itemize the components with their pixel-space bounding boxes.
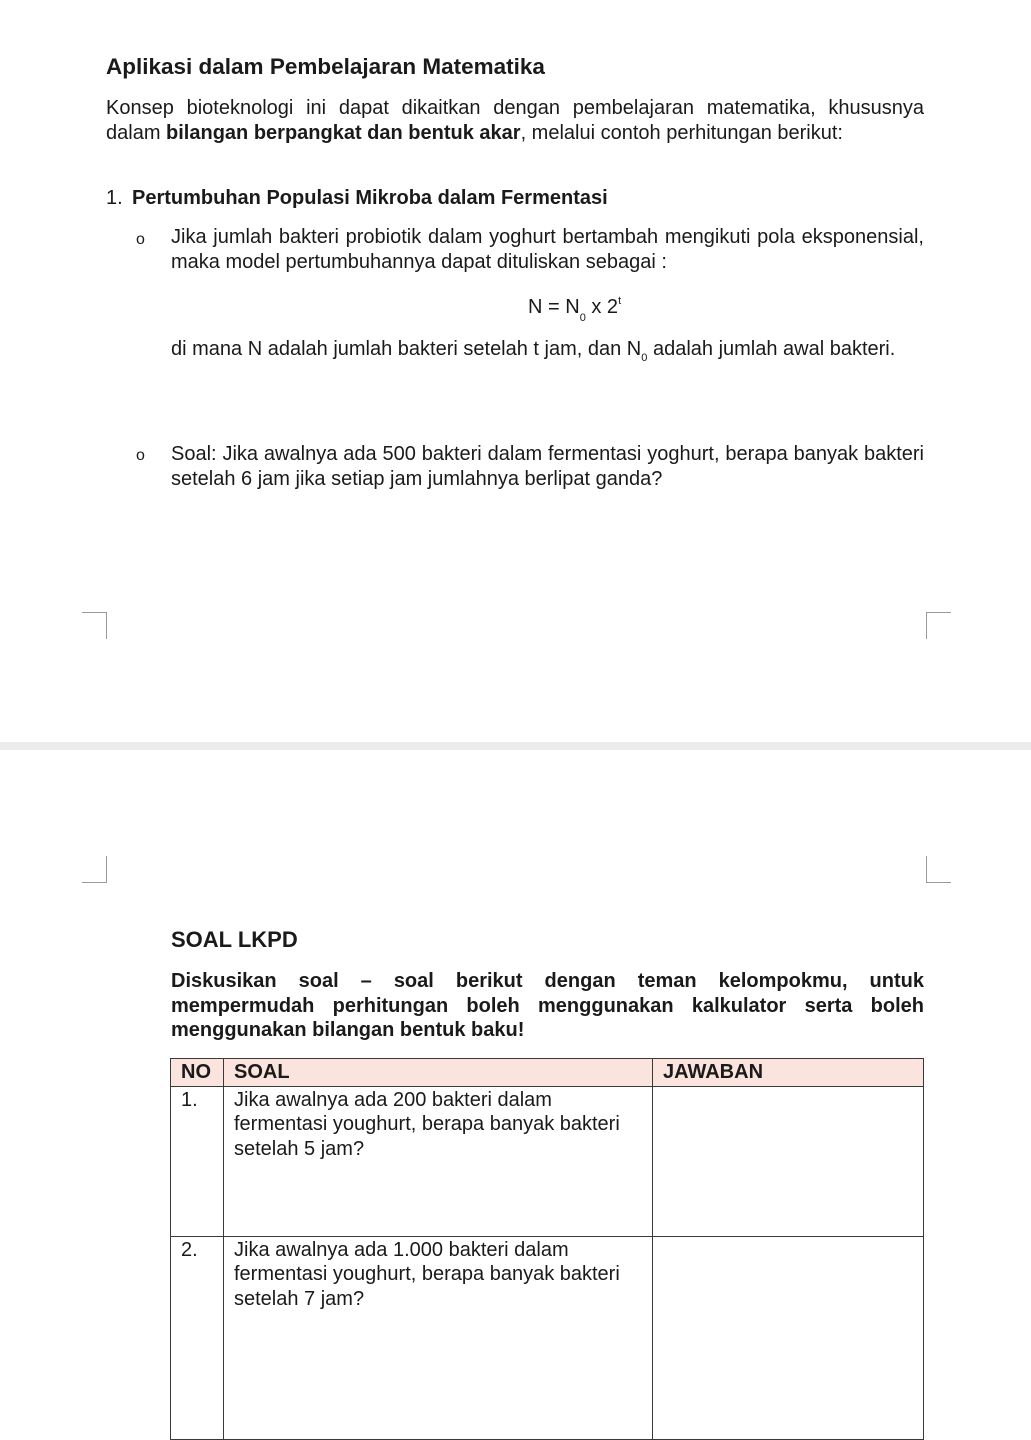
margin-corner-mark — [926, 856, 951, 883]
margin-corner-mark — [926, 612, 951, 639]
item-number: 1. — [106, 187, 123, 209]
definition-subscript: 0 — [641, 352, 648, 364]
header-no: NO — [171, 1059, 224, 1087]
lkpd-title: SOAL LKPD — [171, 927, 298, 952]
intro-text-end: , melalui contoh perhitungan berikut: — [520, 121, 843, 144]
section-heading: Aplikasi dalam Pembelajaran Matematika — [106, 54, 545, 79]
intro-text-start: Konsep bioteknologi ini dapat dikaitkan dengan pembelajaran matematika, khususnya dalam — [106, 97, 924, 144]
intro-bold-text: bilangan berpangkat dan bentuk akar — [166, 121, 521, 144]
numbered-item-1 — [106, 186, 608, 211]
row-question: Jika awalnya ada 200 bakteri dalam fermentasi youghurt, berapa banyak bakteri setelah 5 jam? — [224, 1086, 653, 1236]
intro-paragraph — [106, 96, 924, 145]
variable-definition-paragraph — [171, 335, 924, 373]
formula-lhs: N = N — [528, 296, 580, 318]
table-row — [171, 1086, 924, 1236]
margin-corner-mark — [82, 612, 107, 639]
header-soal: SOAL — [224, 1059, 653, 1087]
example-question: Soal: Jika awalnya ada 500 bakteri dalam fermentasi yoghurt, berapa banyak bakteri setelah 6 jam jika setiap jam jumlahnya berlipat ganda? — [171, 443, 924, 490]
definition-text-end: adalah jumlah awal bakteri. — [647, 338, 896, 360]
formula-base: x 2 — [585, 296, 619, 318]
bullet-icon: o — [136, 447, 145, 464]
growth-model-paragraph: Jika jumlah bakteri probiotik dalam yoghurt bertambah mengikuti pola eksponensial, maka model pertumbuhannya dapat dituliskan sebagai : — [171, 226, 924, 273]
bullet-icon: o — [136, 231, 145, 248]
growth-formula — [528, 288, 621, 331]
margin-corner-mark — [82, 856, 107, 883]
lkpd-instruction: Diskusikan soal – soal berikut dengan teman kelompokmu, untuk mempermudah perhitungan boleh menggunakan kalkulator serta boleh menggunakan bilangan bentuk baku! — [171, 970, 924, 1041]
page-break-gap — [0, 742, 1031, 750]
row-answer-cell[interactable] — [653, 1236, 924, 1439]
lkpd-table — [170, 1058, 924, 1440]
header-jawaban: JAWABAN — [653, 1059, 924, 1087]
row-number: 1. — [171, 1086, 224, 1236]
row-answer-cell[interactable] — [653, 1086, 924, 1236]
formula-exponent: t — [618, 295, 622, 307]
row-number: 2. — [171, 1236, 224, 1439]
row-question: Jika awalnya ada 1.000 bakteri dalam fermentasi youghurt, berapa banyak bakteri setelah 7 jam? — [224, 1236, 653, 1439]
definition-text-start: di mana N adalah jumlah bakteri setelah t jam, dan N — [171, 338, 642, 360]
item-title: Pertumbuhan Populasi Mikroba dalam Fermentasi — [132, 187, 608, 209]
table-row — [171, 1236, 924, 1439]
table-header-row — [171, 1059, 924, 1087]
formula-subscript: 0 — [579, 312, 586, 324]
